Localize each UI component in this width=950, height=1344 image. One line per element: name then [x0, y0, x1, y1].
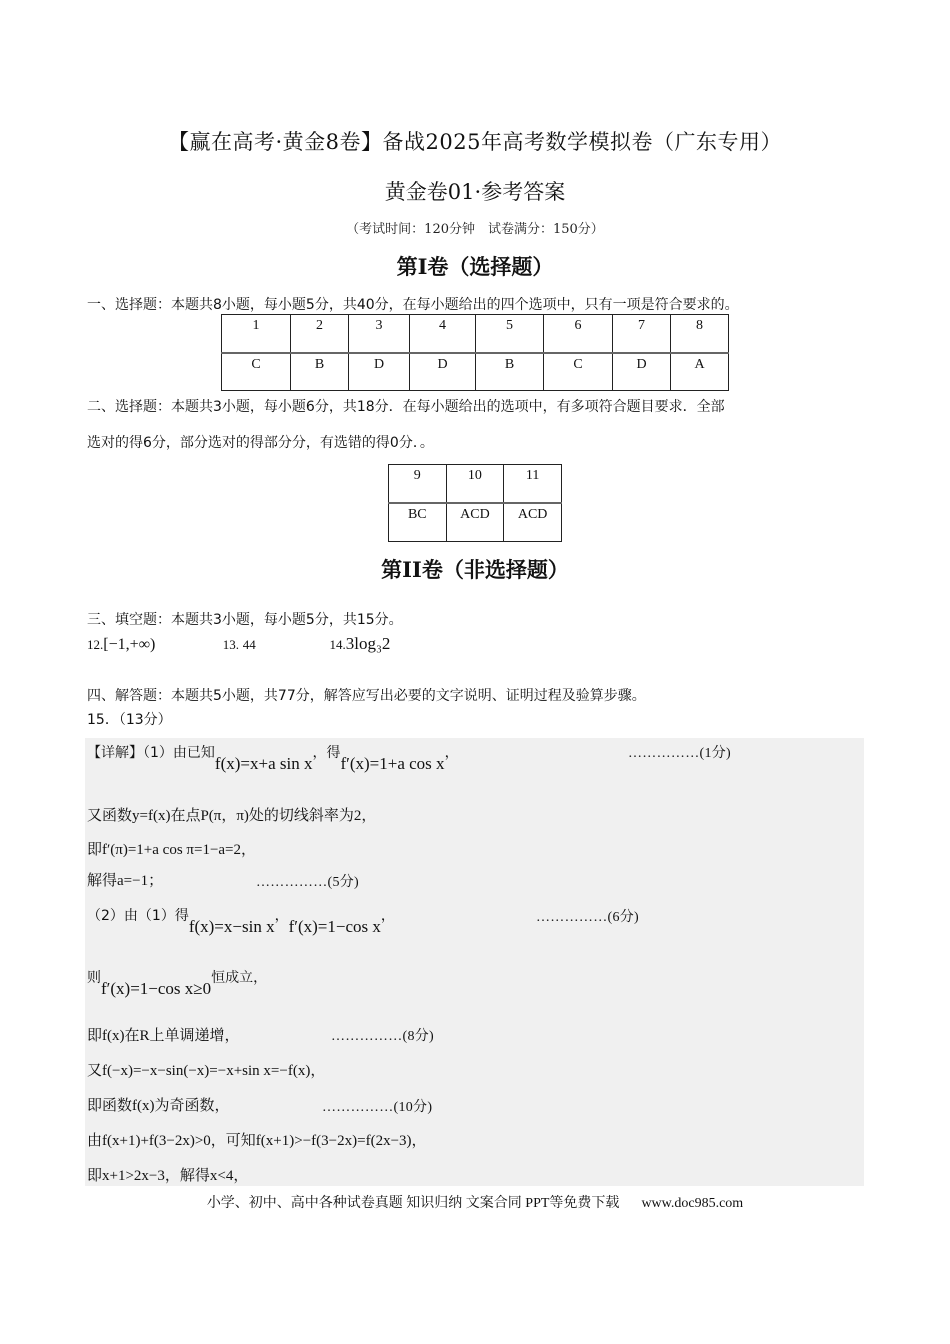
score-marker: ……………(10分) — [322, 1100, 433, 1115]
table-cell: 11 — [504, 465, 562, 503]
solution-text: 即函数f(x)为奇函数， — [87, 1098, 230, 1114]
solution-line-1 — [87, 742, 459, 773]
answer-value: 44 — [242, 637, 256, 652]
solution-text: 则 — [87, 970, 101, 986]
volume1-title: 第I卷（选择题） — [396, 254, 554, 279]
answer-12 — [87, 636, 219, 654]
solution-line-6 — [87, 967, 268, 998]
document-subtitle: 黄金卷01·参考答案 — [384, 180, 566, 204]
volume2-title: 第II卷（非选择题） — [381, 557, 569, 582]
solution-text: 由f(x+1)+f(3−2x)>0，可知f(x+1)>−f(3−2x)=f(2x−3)， — [87, 1133, 427, 1149]
answer-table-single-choice — [221, 314, 729, 391]
page-footer — [0, 1192, 950, 1212]
table-cell: D — [410, 353, 476, 391]
table-cell: 1 — [222, 315, 291, 353]
footer-url[interactable]: www.doc985.com — [641, 1196, 744, 1211]
fill-in-answers — [87, 634, 390, 654]
section3-instruction: 三、填空题：本题共3小题，每小题5分，共15分。 — [87, 612, 403, 628]
table-cell: 7 — [613, 315, 671, 353]
exam-info: （考试时间：120分钟 试卷满分：150分） — [346, 222, 604, 237]
solution-line-2 — [87, 804, 376, 825]
solution-text: 即f′(π)=1+a cos π=1−a=2， — [87, 842, 257, 858]
solution-text: ， — [380, 908, 395, 924]
question-15-header: 15．（13分） — [87, 712, 172, 728]
solution-text: 即f(x)在R上单调递增， — [87, 1028, 240, 1044]
answer-table-multi-choice — [388, 464, 562, 542]
section4-instruction: 四、解答题：本题共5小题，共77分，解答应写出必要的文字说明、证明过程及验算步骤。 — [87, 688, 646, 704]
solution-text: ， — [274, 908, 289, 924]
solution-text: 又函数y=f(x)在点P(π，π)处的切线斜率为2， — [87, 808, 377, 824]
answer-label: 13. — [222, 637, 239, 652]
table-row-answers — [389, 503, 562, 542]
table-cell: 8 — [671, 315, 729, 353]
table-cell: C — [222, 353, 291, 391]
solution-line-8 — [87, 1059, 325, 1080]
score-marker: ……………(8分) — [331, 1029, 435, 1044]
answer-14 — [330, 634, 391, 654]
solution-line-11 — [87, 1164, 248, 1185]
score-marker: ……………(6分) — [536, 910, 640, 925]
score-marker: ……………(1分) — [628, 746, 732, 761]
answer-label: 14. — [329, 637, 346, 652]
solution-text: （2）由（1）得 — [87, 908, 189, 924]
table-cell: 4 — [410, 315, 476, 353]
section1-instruction: 一、选择题：本题共8小题，每小题5分，共40分，在每小题给出的四个选项中，只有一项是符合要求的。 — [87, 297, 739, 313]
document-title: 【赢在高考·黄金8卷】备战2025年高考数学模拟卷（广东专用） — [168, 130, 782, 154]
math-expression: f′(x)=1+a cos x — [340, 754, 445, 773]
solution-line-3 — [87, 838, 256, 859]
solution-line-4 — [87, 869, 163, 890]
answer-13 — [223, 637, 326, 654]
table-row-questions — [222, 315, 729, 353]
solution-text: 恒成立， — [211, 970, 268, 986]
answer-label: 12. — [87, 637, 104, 652]
table-cell: 9 — [389, 465, 447, 503]
table-cell: B — [291, 353, 349, 391]
solution-text: 又f(−x)=−x−sin(−x)=−x+sin x=−f(x)， — [87, 1063, 326, 1079]
section2-instruction-line1: 二、选择题：本题共3小题，每小题6分，共18分．在每小题给出的选项中，有多项符合题目要求．全部 — [87, 399, 725, 415]
table-cell: 2 — [291, 315, 349, 353]
solution-text: 即x+1>2x−3，解得x<4， — [87, 1168, 249, 1184]
solution-line-9 — [87, 1094, 230, 1115]
math-expression: f(x)=x+a sin x — [214, 754, 313, 773]
answer-value: [−1,+∞) — [103, 636, 156, 653]
table-cell: D — [613, 353, 671, 391]
score-marker: ……………(5分) — [256, 875, 360, 890]
table-cell: 6 — [544, 315, 613, 353]
math-expression: f(x)=x−sin x — [188, 917, 275, 936]
solution-line-5 — [87, 905, 395, 936]
table-cell: ACD — [504, 503, 562, 542]
solution-text: ，得 — [312, 745, 341, 761]
solution-line-7 — [87, 1024, 240, 1045]
solution-text: 解得a=−1； — [87, 873, 164, 889]
solution-line-10 — [87, 1129, 427, 1150]
table-cell: 10 — [446, 465, 504, 503]
table-cell: ACD — [446, 503, 504, 542]
table-cell: BC — [389, 503, 447, 542]
table-cell: B — [476, 353, 544, 391]
table-cell: C — [544, 353, 613, 391]
table-row-questions — [389, 465, 562, 503]
math-expression: f′(x)=1−cos x — [288, 917, 381, 936]
math-expression: f′(x)=1−cos x≥0 — [101, 979, 212, 998]
footer-text: 小学、初中、高中各种试卷真题 知识归纳 文案合同 PPT等免费下载 — [206, 1196, 620, 1211]
table-cell: 5 — [476, 315, 544, 353]
table-row-answers — [222, 353, 729, 391]
solution-text: ， — [444, 745, 459, 761]
table-cell: A — [671, 353, 729, 391]
table-cell: D — [349, 353, 410, 391]
table-cell: 3 — [349, 315, 410, 353]
answer-value: 3log₃2 — [345, 634, 391, 653]
section2-instruction-line2: 选对的得6分，部分选对的得部分分，有选错的得0分．。 — [87, 435, 434, 451]
solution-text: 【详解】（1）由已知 — [87, 745, 215, 761]
